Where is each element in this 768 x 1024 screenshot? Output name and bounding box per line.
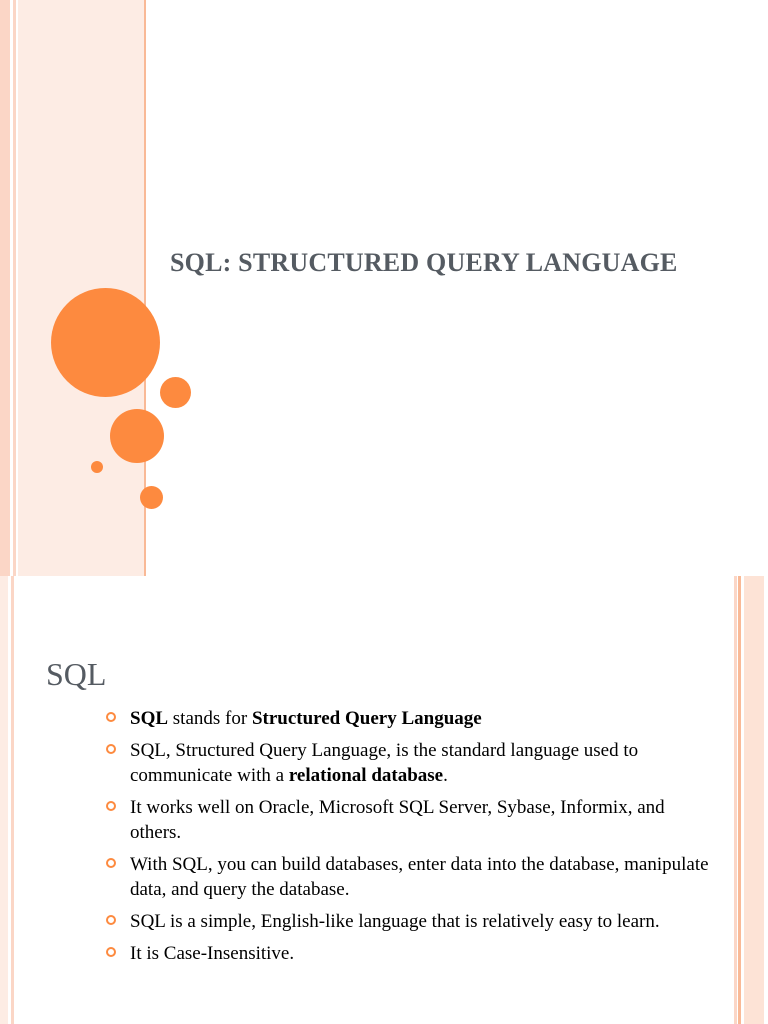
decor-stripe [11,576,14,1024]
bullet-text: It is Case-Insensitive. [130,943,295,964]
bullet-item [106,795,716,845]
bullet-circle-icon [106,858,116,868]
decor-circle-small [140,486,163,509]
bullet-text-bold: Structured Query Language [251,708,482,729]
decor-stripe [744,576,764,1024]
bullet-text: SQL, Structured Query Language, is the standard language used to communicate with a [130,740,639,786]
decor-circle-medium [110,409,164,463]
bullet-item [106,941,716,966]
bullet-text: It works well on Oracle, Microsoft SQL Server, Sybase, Informix, and others. [130,797,665,843]
bullet-circle-icon [106,915,116,925]
bullet-list [106,706,716,973]
content-slide [0,576,768,1024]
bullet-circle-icon [106,744,116,754]
bullet-item [106,909,716,934]
bullet-text: . [443,765,448,786]
bullet-text-bold: SQL [130,708,169,729]
bullet-circle-icon [106,947,116,957]
decor-circle-tiny [91,461,103,473]
bullet-item [106,852,716,902]
slide-heading: SQL [46,656,107,692]
bullet-text: stands for [168,708,252,729]
bullet-circle-icon [106,712,116,722]
decor-circle-large [51,288,160,397]
bullet-item [106,706,716,731]
slide-title: SQL: STRUCTURED QUERY LANGUAGE [170,248,678,277]
bullet-item [106,738,716,788]
decor-stripe [738,576,741,1024]
decor-circle-small [160,377,191,408]
bullet-circle-icon [106,801,116,811]
bullet-text: SQL is a simple, English-like language that is relatively easy to learn. [130,911,660,932]
decor-stripe [734,576,737,1024]
decor-stripe [18,0,144,576]
bullet-text-bold: relational database [288,765,444,786]
decor-stripe [13,0,16,576]
bullet-text: With SQL, you can build databases, enter data into the database, manipulate data, and query the database. [130,854,709,900]
decor-stripe [0,0,10,576]
decor-stripe [0,576,8,1024]
